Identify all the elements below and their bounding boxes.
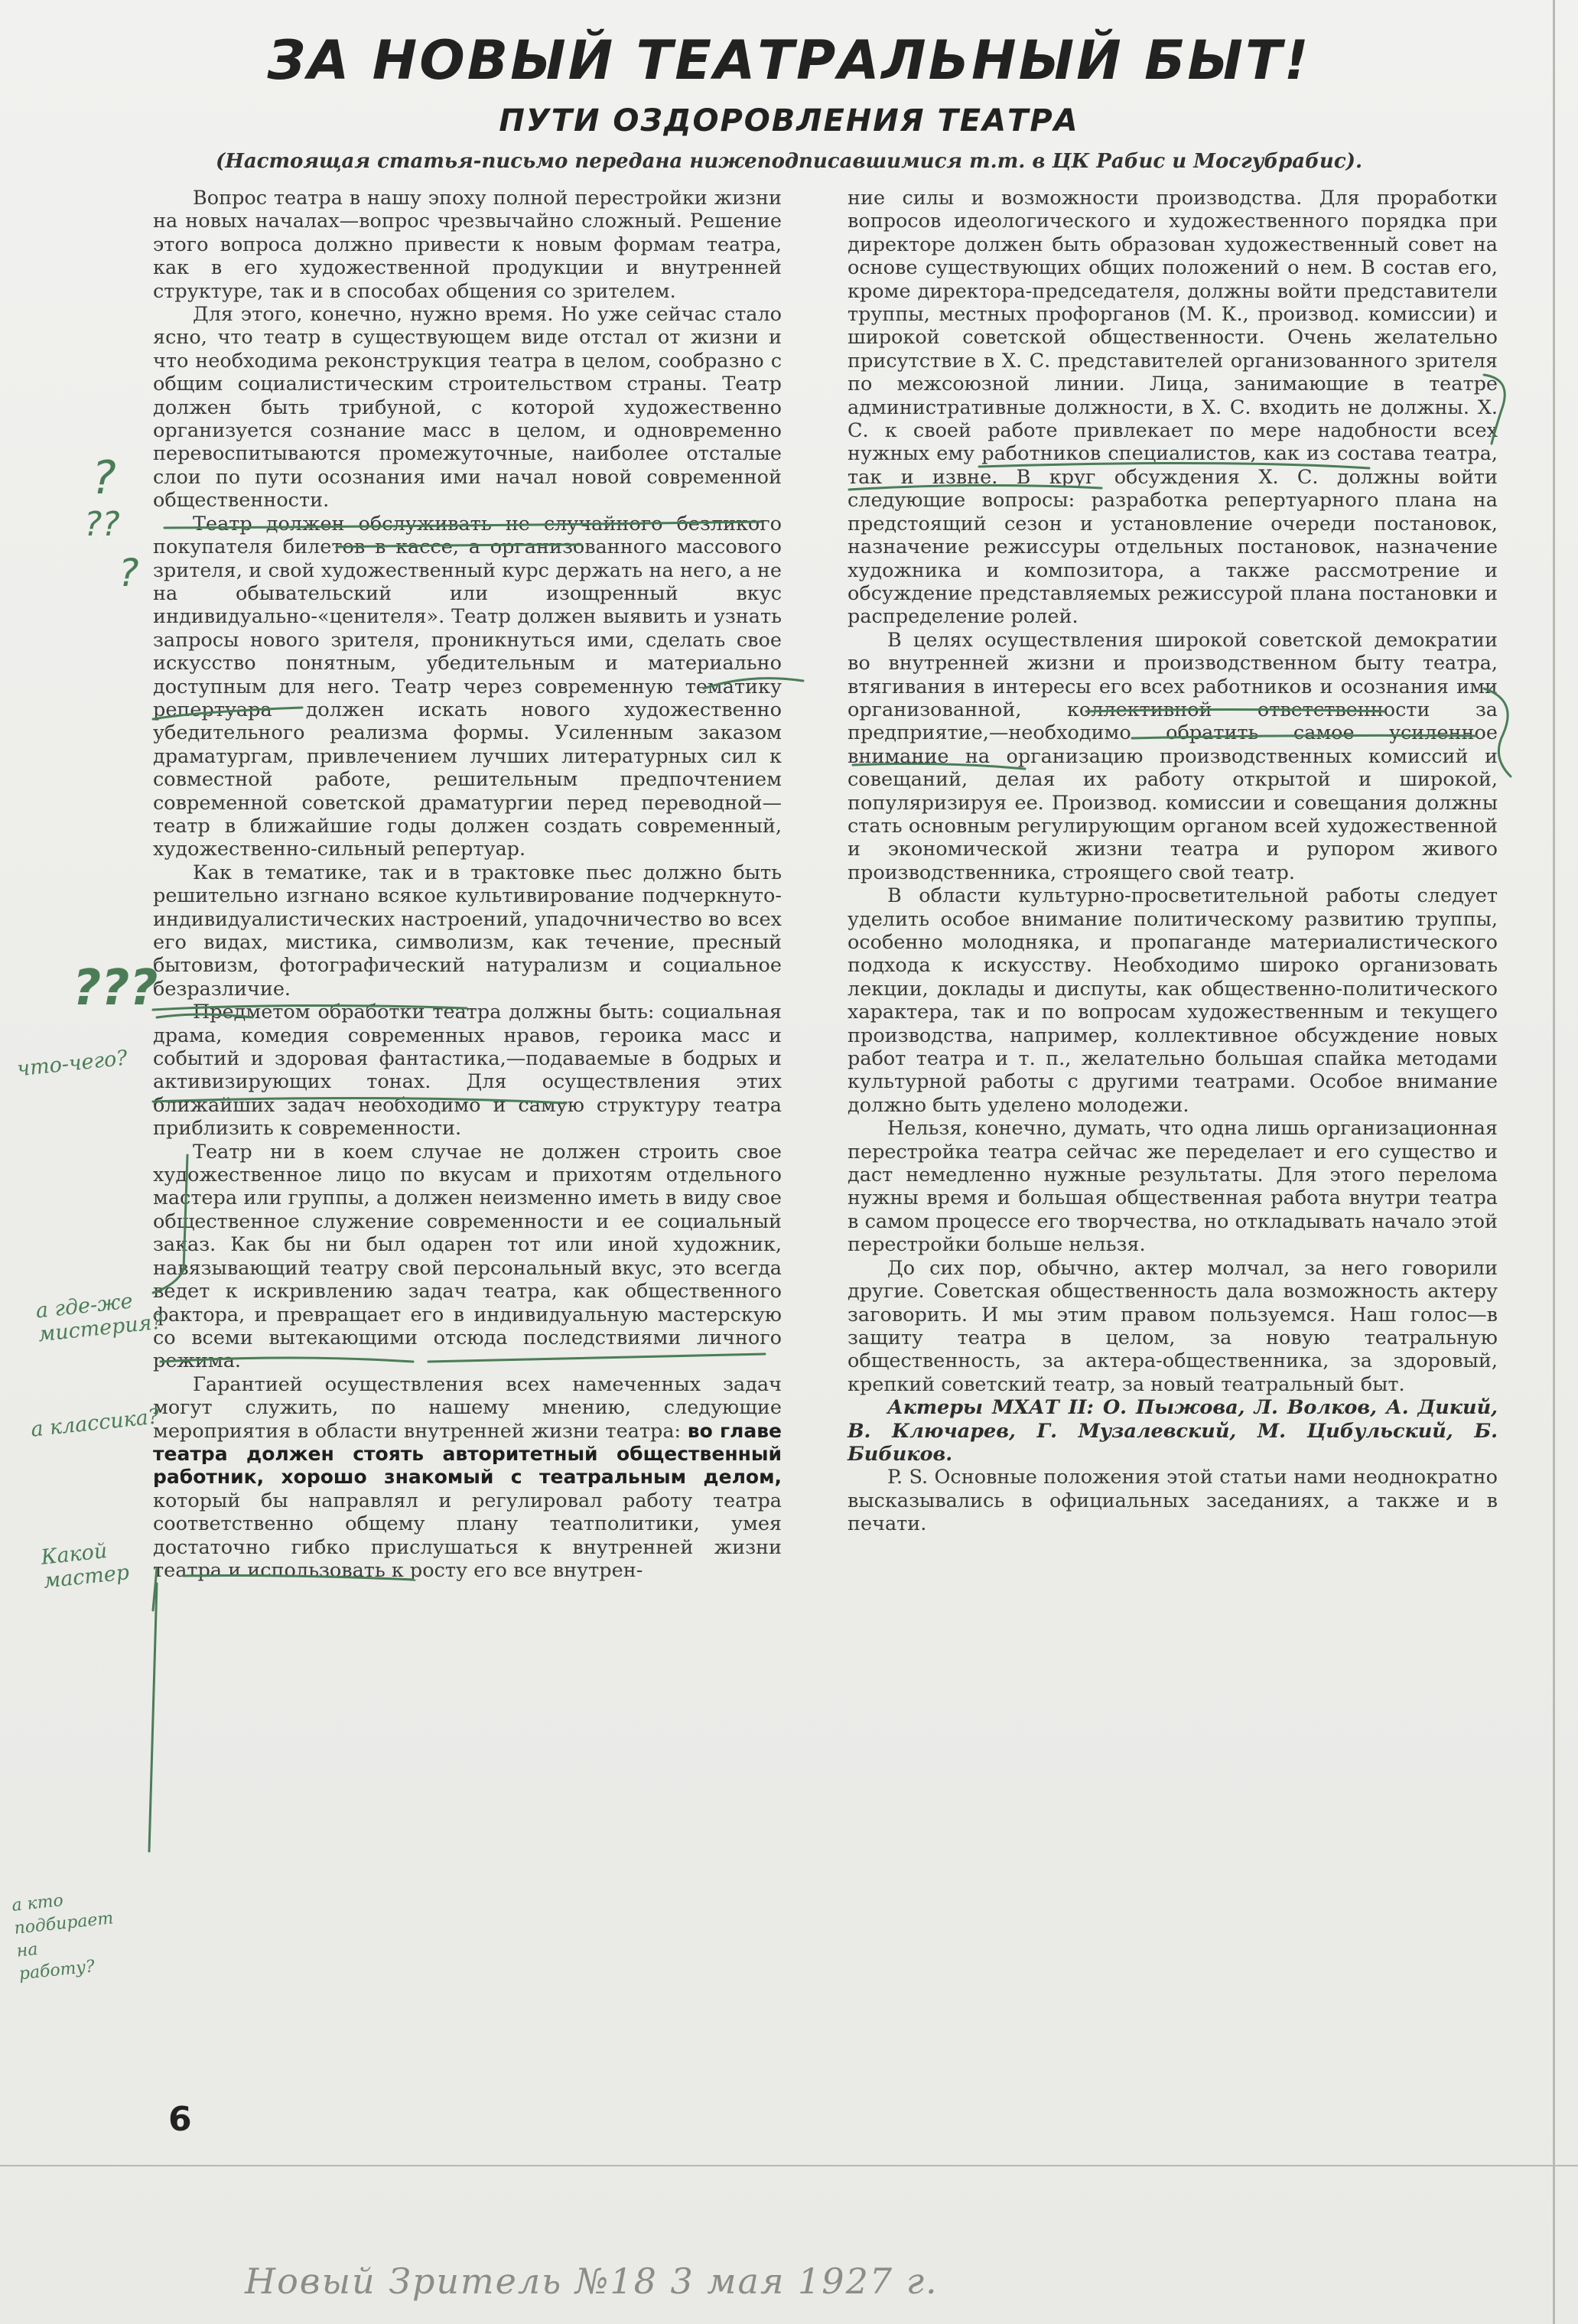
left-paragraph-7-start: Гарантией осуществления всех намеченных задач могут служить, по нашему мнению, следующие мероприятия в области внутренней жизни театра:: [153, 1372, 782, 1443]
question-mark-note: ?: [119, 551, 139, 595]
highlighted-demand: во главе театра должен стоять авторитетный общественный работник, хорошо знакомый с театральным делом,: [153, 1419, 782, 1489]
right-paragraph-2: В целях осуществления широкой советской демократии во внутренней жизни и производственном быту театра, втягивания в интересы его всех работников и осознания ими организованной, коллективной ответственности за предприятие,—необходимо обратить самое усиленное внимание на организацию производственных комиссий и совещаний, делая их работу открытой и широкой, популяризируя ее. Производ. комиссии и совещания должны стать основным регулирующим органом всей художественной и экономической жизни театра и рупором живого производственника, строящего свой театр.: [848, 628, 1498, 884]
margin-note-classics: а классика?: [29, 1404, 161, 1442]
question-marks-note: ???: [73, 960, 158, 1017]
question-mark-note: ??: [84, 505, 120, 544]
left-paragraph-5: Предметом обработки театра должны быть: социальная драма, комедия современных нравов, героика масс и событий и здоровая фантастика,—подаваемые в бодрых и активизирующих тонах. Для осуществления этих ближайших задач необходимо и самую структуру театра приблизить к современности.: [153, 1001, 782, 1141]
postscript: P. S. Основные положения этой статьи нами неоднократно высказывались в официальных заседаниях, а также и в печати.: [848, 1466, 1498, 1536]
article-title: ЗА НОВЫЙ ТЕАТРАЛЬНЫЙ БЫТ!: [267, 29, 1311, 92]
page-edge-right: [1553, 0, 1555, 2324]
left-paragraph-7: [153, 1373, 782, 1583]
article-intro: (Настоящая статья-письмо передана нижеподписавшимися т.т. в ЦК Рабис и Мосгубрабис).: [215, 150, 1363, 173]
left-column: [153, 187, 782, 1582]
left-paragraph-3: Театр должен обслуживать не случайного безликого покупателя билетов в кассе, а организованного массового зрителя, и свой художественный курс держать на него, а не на обывательский или изощренный вкус индивидуально-«ценителя». Театр должен выявить и узнать запросы нового зрителя, проникнуться ими, сделать свое искусство понятным, убедительным и материально доступным для него. Театр через современную тематику репертуара должен искать нового художественно убедительного реализма формы. Усиленным заказом драматургам, привлечением лучших литературных сил к совместной работе, решительным предпочтением современной советской драматургии перед переводной—театр в ближайшие годы должен создать современный, художественно-сильный репертуар.: [153, 512, 782, 861]
page-number: 6: [168, 2100, 192, 2139]
margin-note-which-master: Какой мастер: [40, 1538, 131, 1593]
margin-note-mystery: а где-же мистерия?: [34, 1289, 164, 1347]
left-paragraph-4: Как в тематике, так и в трактовке пьес должно быть решительно изгнано всякое культивирование подчеркнуто-индивидуалистических настроений, упадочничество во всех его видах, мистика, символизм, как течение, пресный бытовизм, фотографический натурализм и социальное безразличие.: [153, 861, 782, 1001]
right-column: [848, 187, 1498, 1536]
margin-note-who-hires: а кто подбирает на работу?: [11, 1891, 115, 1984]
handwritten-source-note: Новый Зритель №18 3 мая 1927 г.: [245, 2261, 939, 2302]
page-edge-bottom: [0, 2165, 1578, 2166]
left-paragraph-7-end: который бы направлял и регулировал работу театра соответственно общему плану театполитики, умея достаточно гибко прислушаться к внутренней жизни театра и использовать к росту его все внутрен-: [153, 1489, 782, 1582]
right-paragraph-4: Нельзя, конечно, думать, что одна лишь организационная перестройка театра сейчас же переделает и его существо и даст немедленно нужные результаты. Для этого перелома нужны время и большая общественная работа внутри театра в самом процессе его творчества, но откладывать начало этой перестройки больше нельзя.: [848, 1117, 1498, 1257]
article-subtitle: ПУТИ ОЗДОРОВЛЕНИЯ ТЕАТРА: [499, 103, 1079, 138]
signatories: Актеры МХАТ II: О. Пыжова, Л. Волков, А. Дикий, В. Ключарев, Г. Музалевский, М. Цибульский, Б. Бибиков.: [848, 1396, 1498, 1466]
right-paragraph-1: ние силы и возможности производства. Для проработки вопросов идеологического и художественного порядка при директоре должен быть образован художественный совет на основе существующих общих положений о нем. В состав его, кроме директора-председателя, должны войти представители труппы, местных профорганов (М. К., производ. комиссии) и широкой советской общественности. Очень желательно присутствие в Х. С. представителей организованного зрителя по межсоюзной линии. Лица, занимающие в театре административные должности, в Х. С. входить не должны. Х. С. к своей работе привлекает по мере надобности всех нужных ему работников специалистов, как из состава театра, так и извне. В круг обсуждения Х. С. должны войти следующие вопросы: разработка репертуарного плана на предстоящий сезон и установление очереди постановок, назначение режиссуры отдельных постановок, назначение художника и композитора, а также рассмотрение и обсуждение представляемых режиссурой плана постановки и распределение ролей.: [848, 187, 1498, 629]
left-paragraph-6: Театр ни в коем случае не должен строить свое художественное лицо по вкусам и прихотям отдельного мастера или группы, а должен неизменно иметь в виду свое общественное служение современности и ее социальный заказ. Как бы ни был одарен тот или иной художник, навязывающий театру свой персональный вкус, это всегда ведет к искривлению задач театра, как общественного фактора, и превращает его в индивидуальную мастерскую со всеми вытекающими отсюда последствиями личного режима.: [153, 1140, 782, 1373]
margin-note-what: что-чего?: [15, 1046, 129, 1082]
left-paragraph-2: Для этого, конечно, нужно время. Но уже сейчас стало ясно, что театр в существующем виде отстал от жизни и что необходима реконструкция театра в целом, сообразно с общим социалистическим строительством страны. Театр должен быть трибуной, с которой художественно организуется сознание масс в целом, и одновременно перевоспитываются промежуточные, наиболее отсталые слои по пути осознания ими начал новой современной общественности.: [153, 303, 782, 513]
right-paragraph-5: До сих пор, обычно, актер молчал, за него говорили другие. Советская общественность дала возможность актеру заговорить. И мы этим правом пользуемся. Наш голос—в защиту театра в целом, за новую театральную общественность, за актера-общественника, за здоровый, крепкий советский театр, за новый театральный быт.: [848, 1256, 1498, 1396]
question-mark-note: ?: [92, 451, 116, 505]
left-paragraph-1: Вопрос театра в нашу эпоху полной перестройки жизни на новых началах—вопрос чрезвычайно сложный. Решение этого вопроса должно привести к новым формам театра, как в его художественной продукции и внутренней структуре, так и в способах общения со зрителем.: [153, 187, 782, 303]
right-paragraph-3: В области культурно-просветительной работы следует уделить особое внимание политическому развитию труппы, особенно молодняка, и пропаганде материалистического подхода к искусству. Необходимо широко организовать лекции, доклады и диспуты, как общественно-политического характера, так и по вопросам художественным и текущего производства, например, коллективное обсуждение новых работ театра и т. п., желательно большая спайка методами культурной работы с другими театрами. Особое внимание должно быть уделено молодежи.: [848, 884, 1498, 1117]
